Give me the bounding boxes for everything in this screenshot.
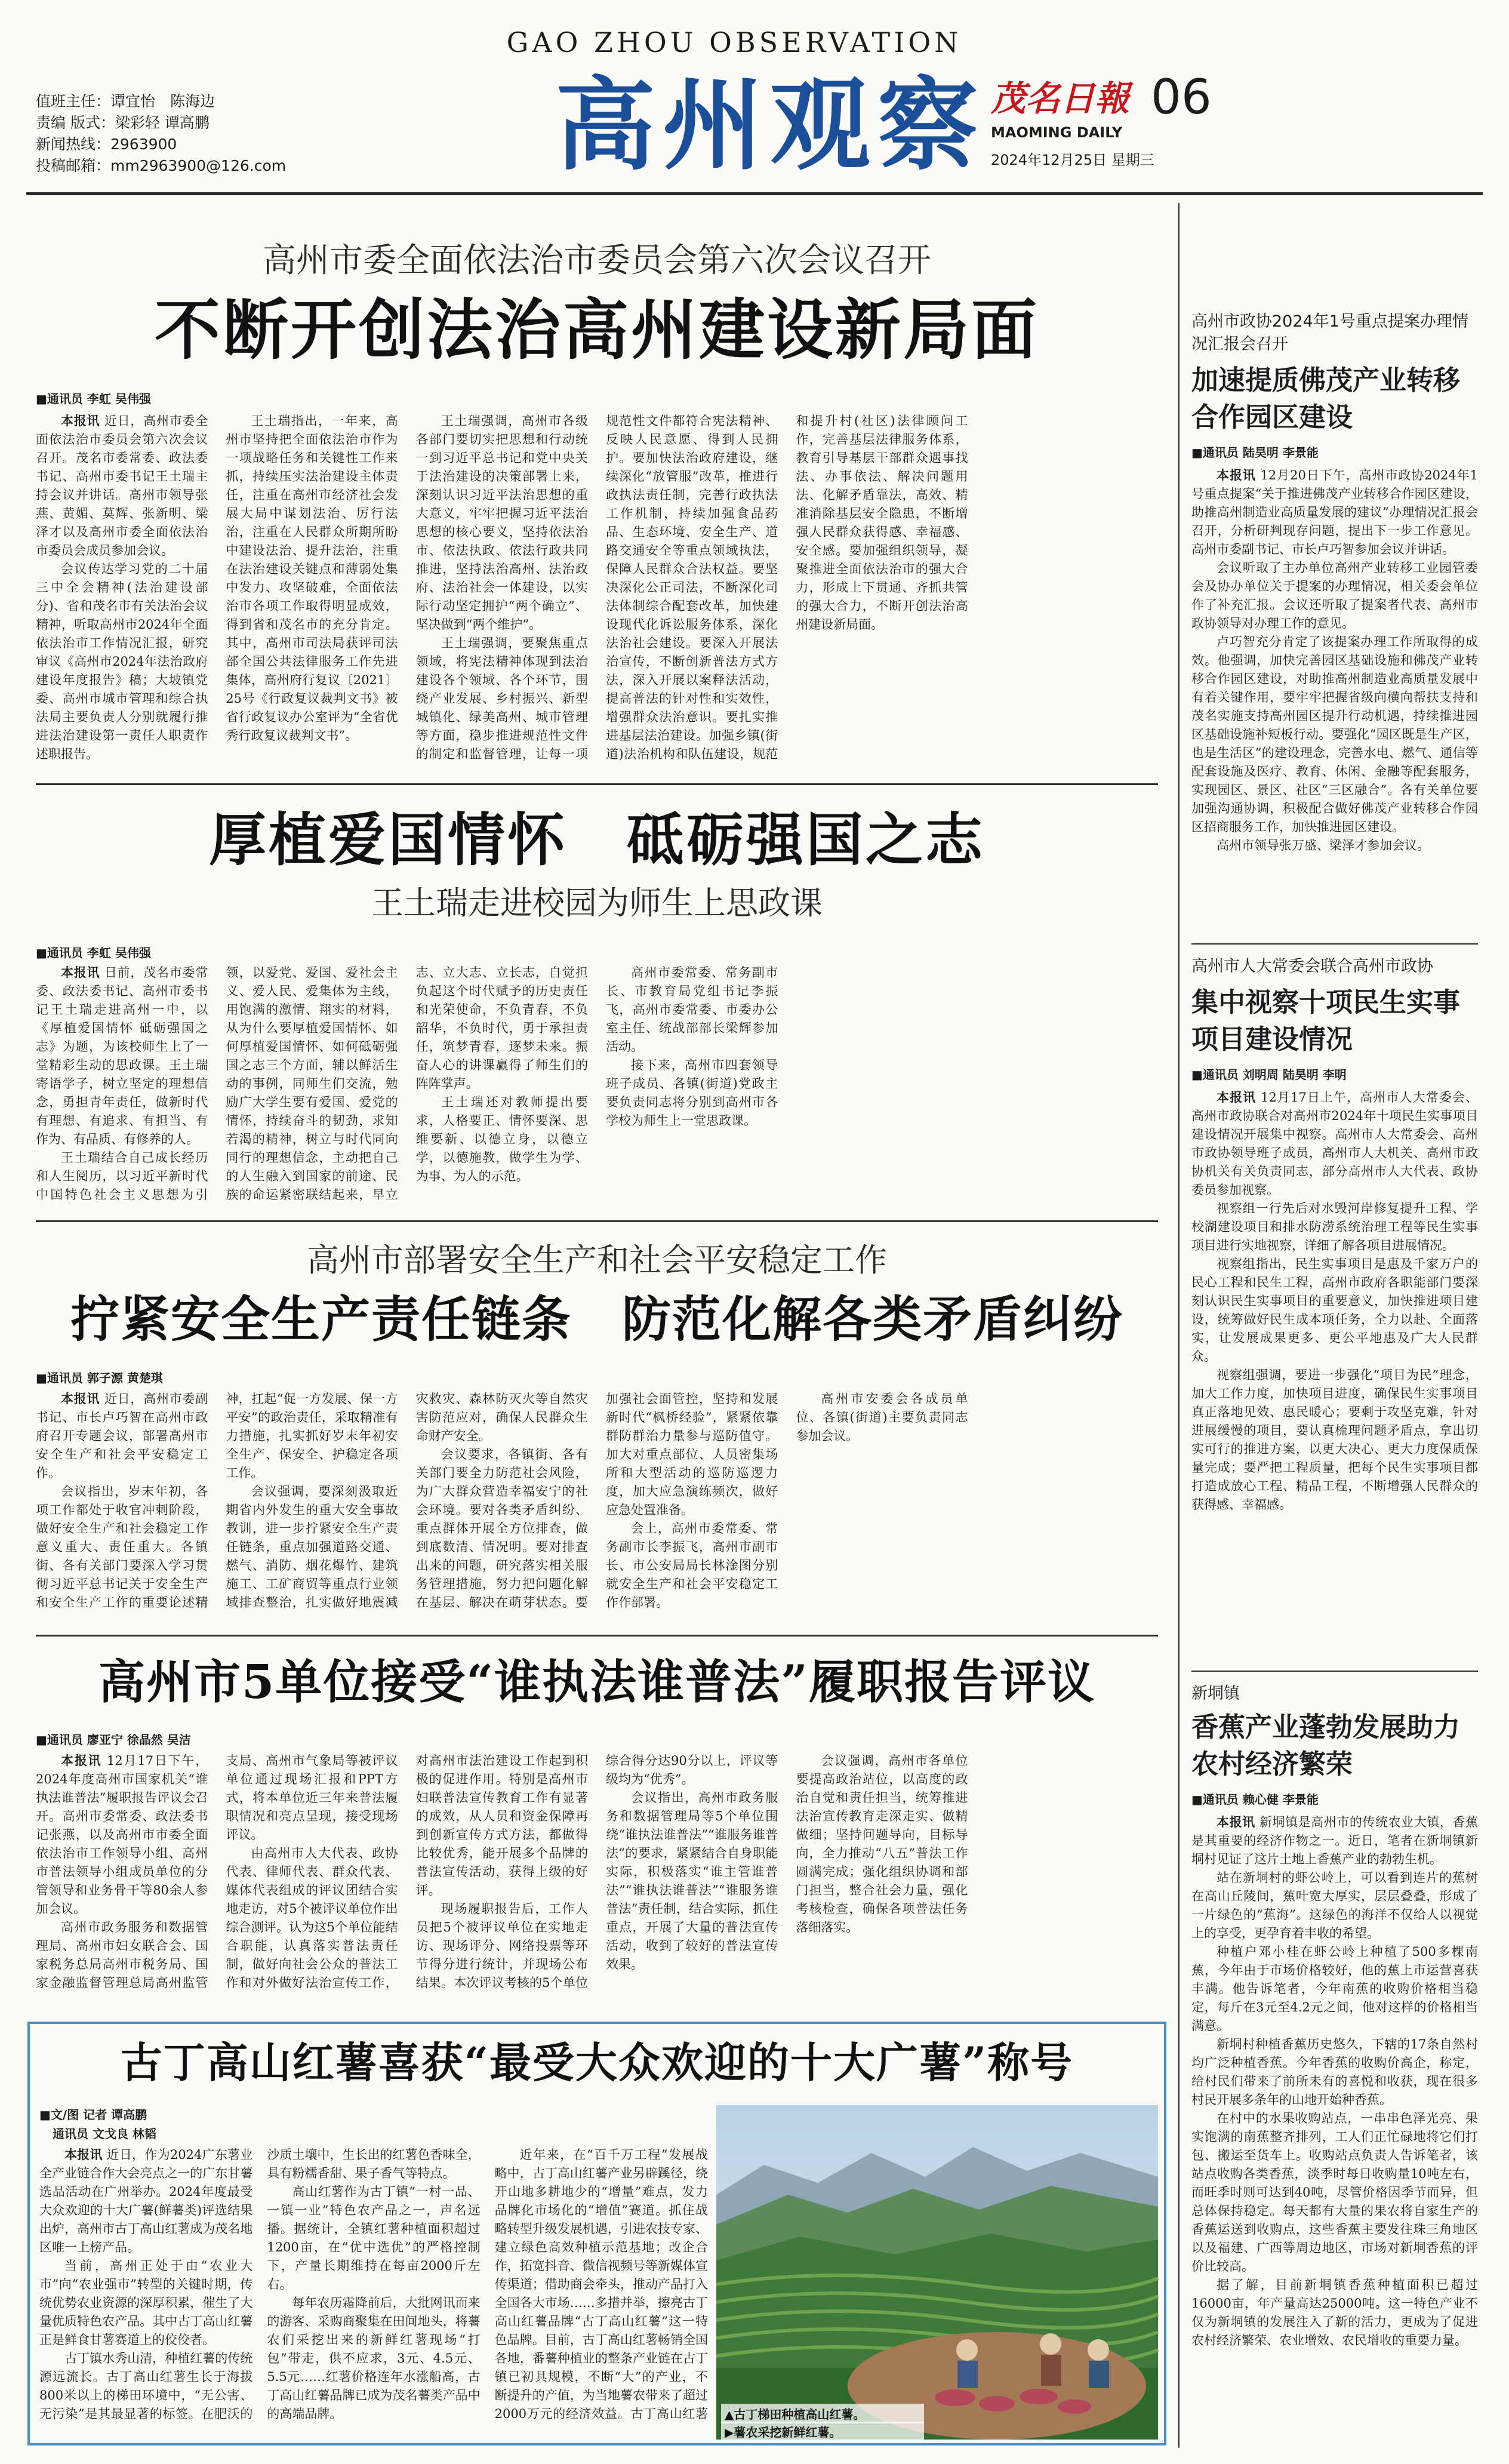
- side1-para: 高州市领导张万盛、梁泽才参加会议。: [1217, 838, 1430, 853]
- staff-line: 责编 版式：梁彩轻 谭高鹏: [36, 114, 210, 131]
- article4-para: 会议指出，高州市政务服务和数据管理局等5个单位围绕“谁执法谁普法”“谁服务谁普法”的要求，紧紧结合自身职能实际，积极落实“谁主管谁普法”“谁执法谁普法”“谁服务谁普法”责任制，结合实际，抓住重点，开展了大量的普法宣传活动，收到了较好的普法宣传效果。: [605, 1791, 778, 1971]
- article2-para: 王土瑞还对教师提出要求，人格要正、情怀要深、思维要新、以德立身，以德立学，以德施教，做学生为学、为事、为人的示范。: [415, 1095, 588, 1183]
- article1-headline: 不断开创法治高州建设新局面: [155, 291, 1039, 368]
- english-title: GAO ZHOU OBSERVATION: [506, 26, 962, 59]
- side3-para: 种植户邓小桂在虾公岭上种植了500多棵南蕉，今年由于市场价格较好，他的蕉上市运营喜获丰满。他告诉笔者，今年南蕉的收购价格相当稳定，每斤在3元至4.2元之间，他对这样的价格相当满意。: [1191, 1945, 1478, 2033]
- side-article1: [1191, 310, 1478, 1004]
- side3-keyword: 本报讯: [1217, 1815, 1255, 1829]
- side3-para: 新垌村种植香蕉历史悠久，下辖的17条自然村均广泛种植香蕉。今年香蕉的收购价高企，称定，给村民们带来了前所未有的喜悦和收获，现在很多村民开展多条年的山地开始种香蕉。: [1191, 2037, 1478, 2107]
- masthead-rule: [26, 192, 1483, 195]
- article4-body: [36, 1752, 1158, 2002]
- article5-headline: 古丁高山红薯喜获“最受大众欢迎的十大广薯”称号: [120, 2038, 1074, 2087]
- article5-keyword: 本报讯: [64, 2148, 103, 2162]
- newspaper-logo: 茂名日報: [991, 78, 1130, 119]
- page-number: 06: [1151, 69, 1212, 125]
- article1-para: 王土瑞指出，一年来，高州市坚持把全面依法治市作为一项战略任务和关键性工作来抓，持续压实法治建设主体责任，注重在高州市经济社会发展大局中谋划法治、厉行法治，注重在人民群众所期所盼中建设法治、提升法治，注重在法治建设关键点和薄弱处集中发力、攻坚破难，全面依法治市各项工作取得明显成效，得到省和茂名市的充分肯定。其中，高州市司法局获评司法部全国公共法律服务工作先进集体，高州府行复议〔2021〕25号《行政复议裁判文书》被省行政复议办公室评为“全省优秀行政复议裁判文书”。: [226, 414, 398, 743]
- article2-para: 王土瑞结合自己成长经历和人生阅历，以习近平新时代中国特色社会主义思想为引领，以爱党、爱国、爱社会主义、爱人民、爱集体为主线，用饱满的激情、翔实的材料，从为什么要厚植爱国情怀、如何厚植爱国情怀、如何砥砺强国之志三个方面，辅以鲜活生动的事例，同师生们交流，勉励广大学生要有爱国、爱党的情怀，持续奋斗的韧劲，求知若渴的精神，树立与时代同向同行的理想信念，主动把自己的人生融入到国家的前途、民族的命运紧密联结起来，早立志、立大志、立长志，自觉担负起这个时代赋予的历史责任和光荣使命，不负青春，不负韶华，不负时代，勇于承担责任，筑梦青春，逐梦未来。振奋人心的讲课赢得了师生们的阵阵掌声。: [36, 965, 588, 1202]
- article2-para: 高州市委常委、常务副市长、市教育局党组书记李振飞，高州市委常委、市委办公室主任、统战部部长梁辉参加活动。: [605, 965, 778, 1054]
- article4-para: 高州市政务服务和数据管理局、高州市妇女联合会、国家税务总局高州市税务局、国家金融监督管理总局高州监管支局、高州市气象局等被评议单位通过现场汇报和PPT方式，将本单位近三年来普法履职情况和亮点呈现，接受现场评议。: [36, 1754, 398, 1990]
- side-article2: [1191, 955, 1478, 1685]
- photo-terraced-hills: [716, 2105, 1158, 2440]
- article2-para: 接下来，高州市四套领导班子成员、各镇(街道)党政主要负责同志将分别到高州市各学校为师生上一堂思政课。: [605, 1058, 778, 1128]
- article4-byline: ■通讯员 廖亚宁 徐晶然 吴洁: [36, 1733, 191, 1747]
- divider: [36, 1220, 1158, 1222]
- side1-para: 会议听取了主办单位高州产业转移工业园管委会及协办单位关于提案的办理情况，相关委会单位作了补充汇报。会议还听取了提案者代表、高州市政协领导对办理工作的意见。: [1191, 561, 1478, 630]
- article2-subtitle: 王土瑞走进校园为师生上思政课: [371, 884, 823, 922]
- side1-lead: 高州市政协2024年1号重点提案办理情况汇报会召开: [1191, 312, 1468, 353]
- divider: [1191, 943, 1478, 945]
- article1-byline: ■通讯员 李虹 吴伟强: [36, 392, 151, 406]
- article1-para: 会议传达学习党的二十届三中全会精神(法治建设部分)、省和茂名市有关法治会议精神，听取高州市2024年全面依法治市工作情况汇报，研究审议《高州市2024年法治政府建设年度报告》稿；大坡镇党委、高州市城市管理和综合执法局主要负责人分别就履行推进法治建设第一责任人职责作述职报告。: [36, 562, 208, 761]
- divider: [36, 1635, 1158, 1636]
- article3-headline: 拧紧安全生产责任链条 防范化解各类矛盾纠纷: [70, 1291, 1123, 1348]
- staff-box: [36, 91, 370, 177]
- side2-para: 本报讯 12月17日上午，高州市人大常委会、高州市政协联合对高州市2024年十项民生实事项目建设情况开展集中视察。高州市人大常委会、高州市政协领导班子成员，高州市人大机关、高州市政协机关有关负责同志，部分高州市人大代表、政协委员参加视察。: [1191, 1090, 1478, 1197]
- article5-para: 当前，高州正处于由“农业大市”向“农业强市”转型的关键时期，传统优势农业资源的深厚积累，催生了大量优质特色农产品。其中古丁高山红薯正是鲜食甘薯赛道上的佼佼者。: [39, 2259, 253, 2347]
- side3-body: [1191, 1813, 1478, 2458]
- side1-body: [1191, 466, 1478, 1004]
- article3-para: 会议要求，各镇街、各有关部门要全力防范社会风险，为广大群众营造幸福安宁的社会环境。要对各类矛盾纠纷、重点群体开展全方位排查，做到底数清、情况明。要对排查出来的问题，研究落实相关服务管理措施，努力把问题化解在基层、解决在萌芽状态。要加强社会面管控，坚持和发展新时代“枫桥经验”，紧紧依靠群防群治力量参与巡防值守。加大对重点部位、人员密集场所和大型活动的巡防巡逻力度，加大应急演练频次，做好应急处置准备。: [415, 1392, 778, 1610]
- side2-byline: ■通讯员 刘明周 陆昊明 李明: [1191, 1068, 1347, 1082]
- side2-para: 视察组强调，要进一步强化“项目为民”理念，加大工作力度，加快项目进度，确保民生实事项目真正落地见效、惠民暖心；要剩于攻坚克难，针对进展缓慢的项目，要认真梳理问题矛盾点，拿出切实可行的推进方案，以更大决心、更大力度保质保量完成；要严把工程质量，把每个民生实事项目都打造成放心工程、精品工程，不断增强人民群众的获得感、幸福感。: [1191, 1368, 1478, 1512]
- article3-body: [36, 1390, 1158, 1629]
- article5-byline: 通讯员 文戈良 林韬: [53, 2127, 156, 2141]
- article5-byline: ■文/图 记者 谭高鹏: [39, 2108, 147, 2122]
- article1-lead: 高州市委全面依法治市委员会第六次会议召开: [263, 241, 931, 280]
- side3-para: 本报讯 新垌镇是高州市的传统农业大镇，香蕉是其重要的经济作物之一。近日，笔者在新垌镇新垌村见证了这片土地上香蕉产业的勃勃生机。: [1191, 1815, 1479, 1866]
- article2-keyword: 本报讯: [61, 965, 100, 980]
- side3-para: 据了解，目前新垌镇香蕉种植面积已超过16000亩，年产量高达25000吨。这一特色产业不仅为新垌镇的发展注入了新的活力，更成为了促进农村经济繁荣、农业增效、农民增收的重要力量。: [1191, 2278, 1478, 2348]
- side2-lead: 高州市人大常委会联合高州市政协: [1191, 957, 1433, 976]
- article3-para: 高州市安委会各成员单位、各镇(街道)主要负责同志参加会议。: [796, 1392, 968, 1443]
- side1-headline: 加速提质佛茂产业转移合作园区建设: [1191, 364, 1461, 433]
- paper-english-name: MAOMING DAILY: [991, 124, 1123, 141]
- photo-caption: ▲古丁梯田种植高山红薯。: [721, 2404, 924, 2423]
- side1-para: 卢巧智充分肯定了该提案办理工作所取得的成效。他强调，加快完善园区基础设施和佛茂产业转移合作园区建设，对助推高州制造业高质量发展中有着关键作用，要牢牢把握省级向横向帮扶支持和茂名实施支持高州园区提升行动机遇，持续推进园区基础设施补短板行动。要强化“园区既是生产区，也是生活区”的建设理念，完善水电、燃气、通信等配套设施及医疗、教育、休闲、金融等配套服务，实现园区、景区、社区“三区融合”。各有关单位要加强沟通协调，积极配合做好佛茂产业转移合作园区招商服务工作，加快推进园区建设。: [1191, 635, 1478, 834]
- side3-para: 在村中的水果收购站点，一串串色泽光亮、果实饱满的南蕉整齐排列，工人们正忙碌地将它们打包、搬运至货车上。收购站点负责人告诉笔者，该站点收购各类香蕉，淡季时每日收购量10吨左右，而旺季时则可达到40吨，尽管价格因季节而异，但总体保持稳定。每天都有大量的果农将自家生产的香蕉运送到收购点，这些香蕉主要发往珠三角地区以及福建、广西等周边地区，市场对新垌香蕉的评价比较高。: [1191, 2111, 1478, 2274]
- side2-headline: 集中视察十项民生实事项目建设情况: [1191, 986, 1461, 1055]
- article1-para: 本报讯 近日，高州市委全面依法治市委员会第六次会议召开。茂名市委常委、政法委书记、高州市委书记王土瑞主持会议并讲话。高州市领导张燕、黄媚、莫辉、张新明、梁泽才以及高州市委全面依法治市委员会成员参加会议。: [36, 414, 208, 558]
- article5-para: 每年农历霜降前后，大批网讯而来的游客、采购商聚集在田间地头，将薯农们采挖出来的新鲜红薯现场“打包”带走，供不应求，3元、4.5元、5.5元……红薯价格连年水涨船高，古丁高山红薯品牌已成为茂名薯类产品中的高端品牌。: [267, 2296, 481, 2421]
- side3-para: 站在新垌村的虾公岭上，可以看到连片的蕉树在高山丘陵间，蕉叶宽大厚实，层层叠叠，形成了一片绿色的“蕉海”。这绿色的海洋不仅给人以视觉上的享受，更孕育着丰收的希望。: [1191, 1871, 1478, 1940]
- issue-date: 2024年12月25日 星期三: [991, 152, 1154, 168]
- feature-box: [27, 2022, 1166, 2445]
- article1-keyword: 本报讯: [61, 414, 100, 428]
- side1-keyword: 本报讯: [1217, 468, 1256, 482]
- column-rule: [1178, 203, 1180, 2448]
- staff-line: 新闻热线：2963900: [36, 136, 177, 153]
- side2-para: 视察组一行先后对水毁河岸修复提升工程、学校湖建设项目和排水防涝系统治理工程等民生实事项目进行实地视察，详细了解各项目进展情况。: [1191, 1201, 1478, 1253]
- side3-byline: ■通讯员 赖心健 李景能: [1191, 1792, 1319, 1807]
- side-article3: [1191, 1682, 1478, 2458]
- article4-para: 会议强调，高州市各单位要提高政治站位，以高度的政治自觉和责任担当，统筹推进法治宣传教育走深走实、做精做细；坚持问题导向，目标导向，全力推动“八五”普法工作圆满完成；强化组织协调和部门担当，整合社会力量，强化考核检查，确保各项普法任务落细落实。: [796, 1754, 968, 1934]
- section-title: 高州观察: [555, 67, 985, 184]
- side3-headline: 香蕉产业蓬勃发展助力农村经济繁荣: [1191, 1711, 1461, 1780]
- side3-lead: 新垌镇: [1191, 1684, 1240, 1703]
- article4-para: 本报讯 12月17日下午，2024年度高州市国家机关“谁执法谁普法”履职报告评议会召开。高州市委常委、政法委书记张燕，以及高州市市委全面依法治市工作领导小组、高州市普法领导小组成员单位的分管领导和业务骨干等80余人参加会议。: [36, 1754, 208, 1916]
- article2-headline: 厚植爱国情怀 砥砺强国之志: [209, 806, 985, 873]
- side1-byline: ■通讯员 陆昊明 李景能: [1191, 445, 1319, 460]
- article3-para: 会议强调，要深刻汲取近期省内外发生的重大安全事故教训，进一步拧紧安全生产责任链条，重点加强道路交通、燃气、消防、烟花爆竹、建筑施工、工矿商贸等重点行业领域排查整治，扎实做好地震减灾救灾、森林防灭火等自然灾害防范应对，确保人民群众生命财产安全。: [226, 1392, 588, 1610]
- divider: [36, 783, 1158, 785]
- article4-para: 现场履职报告后，工作人员把5个被评议单位在实地走访、现场评分、网络投票等环节得分进行统计，并现场公布结果。本次评议考核的5个单位综合得分达90分以上，评议等级均为“优秀”。: [415, 1754, 778, 1990]
- article5-para: 高山红薯作为古丁镇“一村一品、一镇一业”特色农产品之一，声名远播。据统计，全镇红薯种植面积超过1200亩，在“优中选优”的严格控制下，产量长期维持在每亩2000斤左右。: [267, 2185, 481, 2291]
- article3-para: 会上，高州市委常委、常务副市长李振飞，高州市副市长、市公安局局长林淦图分别就安全生产和社会平安稳定工作作部署。: [605, 1521, 778, 1610]
- side2-body: [1191, 1088, 1478, 1685]
- staff-line: 投稿邮箱：mm2963900@126.com: [36, 157, 287, 174]
- article5-body: [39, 2146, 708, 2438]
- article3-para: 本报讯 近日，高州市委副书记、市长卢巧智在高州市政府召开专题会议，部署高州市安全生产和社会平安稳定工作。: [36, 1392, 208, 1480]
- side2-keyword: 本报讯: [1217, 1090, 1257, 1105]
- divider: [1191, 1671, 1478, 1672]
- article5-para: 本报讯 近日，作为2024广东薯业全产业链合作大会亮点之一的广东甘薯选品活动在广州举办。2024年度最受大众欢迎的十大广薯(鲜薯类)评选结果出炉，高州市古丁高山红薯成为茂名地区唯一上榜产品。: [39, 2148, 253, 2254]
- article5-para: 古丁镇水秀山清，种植红薯的传统源远流长。古丁高山红薯生长于海拔800米以上的梯田环境中，“无公害、无污染”是其最显著的标签。在肥沃的沙质土壤中，生长出的红薯色香味全，具有粉糯香甜、果子香气等特点。: [39, 2148, 481, 2421]
- article5-para: 近年来，在“百千万工程”发展战略中，古丁高山红薯产业另辟蹊径，绕开山地多耕地少的“增量”难点，发力品牌化市场化的“增值”赛道。抓住战略转型升级发展机遇，引进农技专家、建立绿色高效种植示范基地；改企合作，拓宽抖音、微信视频号等新媒体宣传渠道；借助商会牵头，推动产品打入全国各大市场……多措并举，擦亮古丁高山红薯品牌“古丁高山红薯”这一特色品牌。目前，古丁高山红薯畅销全国各地，番薯种植业的整条产业链在古丁镇已初具规模，不断“大”的产业，不断提升的产值，为当地薯农带来了超过2000万元的经济效益。古丁高山红薯: [494, 2148, 708, 2421]
- article1-para: 王土瑞强调，高州市各级各部门要切实把思想和行动统一到习近平总书记和党中央关于法治建设的决策部署上来，深刻认识习近平法治思想的重大意义，牢牢把握习近平法治思想的核心要义，坚持依法治市、依法执政、依法行政共同推进，坚持法治高州、法治政府、法治社会一体建设，以实际行动坚定拥护“两个确立”、坚决做到“两个维护”。: [415, 414, 588, 632]
- article4-headline: 高州市5单位接受“谁执法谁普法”履职报告评议: [98, 1655, 1095, 1709]
- article4-keyword: 本报讯: [61, 1754, 102, 1768]
- article3-para: 会议指出，岁末年初，各项工作都处于收官冲刺阶段，做好安全生产和社会稳定工作意义重大、责任重大。各镇街、各有关部门要深入学习贯彻习近平总书记关于安全生产和安全生产工作的重要论述精神，扛起“促一方发展、保一方平安”的政治责任，采取精准有力措施，扎实抓好岁末年初安全生产、保安全、护稳定各项工作。: [36, 1392, 398, 1610]
- article2-para: 本报讯 日前，茂名市委常委、政法委书记、高州市委书记王土瑞走进高州一中，以《厚植爱国情怀 砥砺强国之志》为题，为该校师生上了一堂精彩生动的思政课。王土瑞寄语学子，树立坚定的理想信念，勇担青年责任，做新时代有理想、有追求、有担当、有作为、有品质、有修养的人。: [36, 965, 208, 1146]
- article1-body: [36, 412, 1158, 776]
- article2-body: [36, 964, 1158, 1214]
- photo-caption: ▶薯农采挖新鲜红薯。: [721, 2422, 924, 2441]
- article4-para: 由高州市人大代表、政协代表、律师代表、群众代表、媒体代表组成的评议团结合实地走访，对5个被评议单位作出综合测评。认为这5个单位能结合职能，认真落实普法责任制，做好向社会公众的普法工作和对外做好法治宣传工作，对高州市法治建设工作起到积极的促进作用。特别是高州市妇联普法宣传教育工作有显著的成效，从人员和资金保障再到创新宣传方式方法，都做得比较优秀，能开展多个品牌的普法宣传活动，获得上级的好评。: [226, 1754, 588, 1990]
- article1-para: 王土瑞强调，要聚焦重点领域，将宪法精神体现到法治建设各个领域、各个环节，围绕产业发展、乡村振兴、新型城镇化、绿美高州、城市管理等方面，稳步推进规范性文件的制定和监督管理，让每一项规范性文件都符合宪法精神、反映人民意愿、得到人民拥护。要加快法治政府建设，继续深化“放管服”改革，推进行政执法责任制，完善行政执法工作机制，持续加强食品药品、生态环境、安全生产、道路交通安全等重点领域执法，保障人民群众合法权益。要坚决深化公正司法，不断深化司法体制综合配套改革，加快建设现代化诉讼服务体系，深化法治社会建设。要深入开展法治宣传，不断创新普法方式方法，深入开展以案释法活动，提高普法的针对性和实效性，增强群众法治意识。要扎实推进基层法治建设。加强乡镇(街道)法治机构和队伍建设，规范和提升村(社区)法律顾问工作，完善基层法律服务体系，教育引导基层干部群众遇事找法、办事依法、解决问题用法、化解矛盾靠法，高效、精准消除基层安全隐患，不断增强人民群众获得感、幸福感、安全感。要加强组织领导，凝聚推进全面依法治市的强大合力，形成上下贯通、齐抓共管的强大合力，不断开创法治高州建设新局面。: [415, 414, 968, 761]
- article3-byline: ■通讯员 郭子源 黄楚琪: [36, 1371, 163, 1385]
- side2-para: 视察组指出，民生实事项目是惠及千家万户的民心工程和民生工程，高州市政府各职能部门要深刻认识民生实事项目的重要意义，加快推进项目建设，统筹做好民生成本项任务，全力以赴、全面落实，让发展成果更多、更公平地惠及广大人民群众。: [1191, 1257, 1478, 1364]
- landscape-photo-illustration: [716, 2105, 1158, 2440]
- side1-para: 本报讯 12月20日下午，高州市政协2024年1号重点提案“关于推进佛茂产业转移合作园区建设，助推高州制造业高质量发展的建议”办理情况汇报会召开，分析研判现存问题，提出下一步工作意见。高州市委副书记、市长卢巧智参加会议并讲话。: [1191, 468, 1478, 556]
- article3-lead: 高州市部署安全生产和社会平安稳定工作: [307, 1241, 887, 1279]
- article2-byline: ■通讯员 李虹 吴伟强: [36, 946, 151, 960]
- article3-keyword: 本报讯: [61, 1392, 100, 1406]
- staff-line: 值班主任：谭宜怡 陈海边: [36, 93, 215, 110]
